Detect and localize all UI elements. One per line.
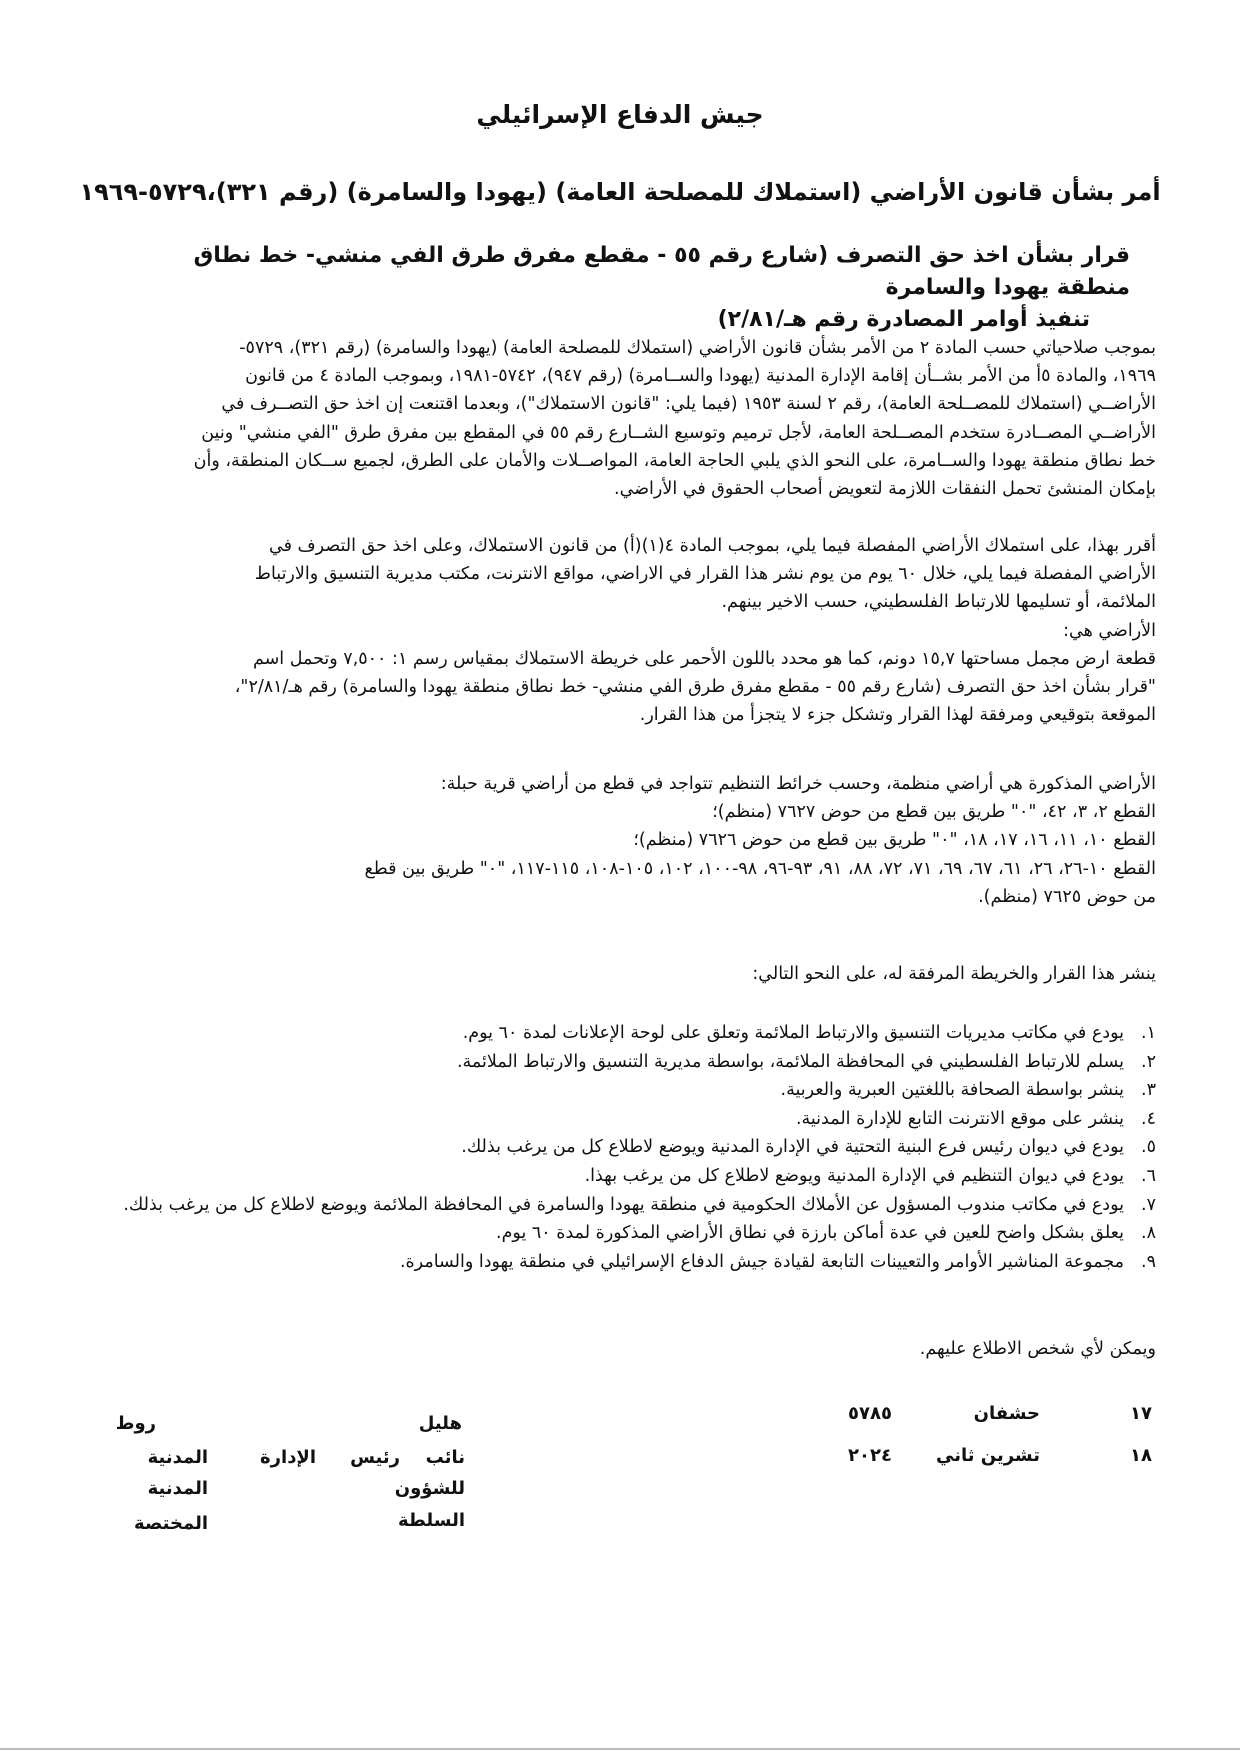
list-item-number: ٧. xyxy=(1141,1194,1156,1215)
list-item-number: ٦. xyxy=(1141,1165,1156,1186)
gregorian-month: تشرين ثاني xyxy=(936,1445,1040,1466)
signatory-title-word: المختصة xyxy=(134,1513,208,1534)
plot-line: الموقعة بتوقيعي ومرفقة لهذا القرار وتشكل جزء لا يتجزأ من هذا القرار. xyxy=(639,705,1156,726)
list-item xyxy=(110,1133,1156,1162)
decree-line: الملائمة، أو تسليمها للارتباط الفلسطيني، حسب الاخير بينهم. xyxy=(721,592,1156,613)
parcels-line: الأراضي المذكورة هي أراضي منظمة، وحسب خرائط التنظيم تتواجد في قطع من أراضي قرية حبلة: xyxy=(440,774,1156,794)
plot-line: قطعة ارض مجمل مساحتها ١٥,٧ دونم، كما هو محدد باللون الأحمر على خريطة الاستملاك بمقياس رسم ١: ٧,٥٠٠ وتحمل اسم xyxy=(253,648,1156,669)
list-item-number: ٨. xyxy=(1141,1223,1156,1244)
signatory-last-name: روط xyxy=(115,1413,156,1434)
list-item xyxy=(110,1105,1156,1134)
parcels-paragraph xyxy=(110,770,1156,911)
lands-label: الأراضي هي: xyxy=(1063,620,1156,641)
preamble-line: بإمكان المنشئ تحمل النفقات اللازمة لتعويض أصحاب الحقوق في الأراضي. xyxy=(614,479,1156,500)
list-item xyxy=(110,1248,1156,1277)
list-item-number: ٣. xyxy=(1141,1080,1156,1101)
decree-line: أقرر بهذا، على استملاك الأراضي المفصلة فيما يلي، بموجب المادة ٤(١)(أ) من قانون الاستملاك، وعلى اخذ حق التصرف في xyxy=(269,536,1156,556)
preamble-line: خط نطاق منطقة يهودا والســامرة، على النحو الذي يلبي الحاجة العامة، المواصــلات والأمان على الطرق، لجميع ســكان المنطقة، وأن xyxy=(193,450,1156,471)
page-bottom-edge xyxy=(0,1748,1240,1750)
list-item-text: يودع في ديوان رئيس فرع البنية التحتية في الإدارة المدنية ويوضع لاطلاع كل من يرغب بذلك. xyxy=(461,1137,1124,1158)
list-item-text: ينشر على موقع الانترنت التابع للإدارة المدنية. xyxy=(795,1108,1124,1129)
plot-line: "قرار بشأن اخذ حق التصرف (شارع رقم ٥٥ - مقطع مفرق طرق الفي منشي- خط نطاق منطقة يهودا والسامرة) رقم هـ/٢/٨١"، xyxy=(234,677,1156,698)
list-item-number: ١. xyxy=(1141,1023,1156,1043)
list-item-text: يودع في مكاتب مندوب المسؤول عن الأملاك الحكومية في منطقة يهودا والسامرة في المحافظة الملائمة ويوضع لاطلاع كل من يرغب بذلك. xyxy=(123,1194,1124,1215)
list-item-number: ٥. xyxy=(1141,1137,1156,1158)
list-item-text: يودع في ديوان التنظيم في الإدارة المدنية ويوضع لاطلاع كل من يرغب بهذا. xyxy=(584,1165,1124,1186)
publication-list xyxy=(110,1019,1156,1276)
signatory-first-name: هليل xyxy=(418,1413,462,1434)
preamble-paragraph xyxy=(110,334,1156,503)
decision-title xyxy=(140,240,1130,336)
list-item-text: مجموعة المناشير الأوامر والتعيينات التابعة لقيادة جيش الدفاع الإسرائيلي في منطقة يهودا والسامرة. xyxy=(399,1251,1124,1272)
gregorian-year: ٢٠٢٤ xyxy=(848,1445,892,1466)
parcels-line: القطع ١٠، ١١، ١٦، ١٧، ١٨، "٠" طريق بين قطع من حوض ٧٦٢٦ (منظم)؛ xyxy=(633,830,1156,851)
hebrew-day: ١٧ xyxy=(1130,1403,1152,1424)
list-item xyxy=(110,1019,1156,1048)
list-item-text: يودع في مكاتب مديريات التنسيق والارتباط الملائمة وتعلق على لوحة الإعلانات لمدة ٦٠ يوم. xyxy=(462,1023,1124,1043)
hebrew-month: حشفان xyxy=(973,1403,1040,1424)
hebrew-year: ٥٧٨٥ xyxy=(848,1403,892,1424)
parcels-line: القطع ٢، ٣، ٤٢، "٠" طريق بين قطع من حوض ٧٦٢٧ (منظم)؛ xyxy=(712,802,1156,823)
parcels-line: القطع ١٠-٢٦، ٢٦، ٦١، ٦٧، ٦٩، ٧١، ٧٢، ٨٨، ٩١، ٩٣-٩٦، ٩٨-١٠٠، ١٠٢، ١٠٥-١٠٨، ١١٥-١١٧، "٠" طريق بين قطع xyxy=(364,858,1156,879)
signatory-title-word: نائب xyxy=(425,1447,465,1468)
list-item-number: ٩. xyxy=(1141,1251,1156,1272)
signatory-title-word: رئيس xyxy=(350,1447,400,1468)
publication-intro: ينشر هذا القرار والخريطة المرفقة له، على النحو التالي: xyxy=(752,964,1156,984)
signatory-title-word: السلطة xyxy=(397,1510,465,1531)
decision-title-line1: قرار بشأن اخذ حق التصرف (شارع رقم ٥٥ - مقطع مفرق طرق الفي منشي- خط نطاق منطقة يهودا والسامرة xyxy=(193,243,1130,300)
list-item xyxy=(110,1219,1156,1248)
list-item-text: يسلم للارتباط الفلسطيني في المحافظة الملائمة، بواسطة مديرية التنسيق والارتباط الملائمة. xyxy=(456,1051,1124,1072)
signatory-title-word: الإدارة xyxy=(260,1447,316,1468)
signatory-title-word: المدنية xyxy=(147,1447,208,1468)
decree-line: الأراضي المفصلة فيما يلي، خلال ٦٠ يوم من يوم نشر هذا القرار في الاراضي، مواقع الانترنت، مكتب مديرية التنسيق والارتباط xyxy=(254,564,1156,585)
list-item-text: ينشر بواسطة الصحافة باللغتين العبرية والعربية. xyxy=(780,1080,1124,1101)
list-item xyxy=(110,1076,1156,1105)
organization-heading: جيش الدفاع الإسرائيلي xyxy=(476,100,764,129)
signatory-title-word: للشؤون xyxy=(394,1478,465,1499)
availability-note: ويمكن لأي شخص الاطلاع عليهم. xyxy=(919,1339,1156,1359)
preamble-line: الأراضــي المصــادرة ستخدم المصــلحة العامة، لأجل ترميم وتوسيع الشــارع رقم ٥٥ في المقطع بين مفرق طرق "الفي منشي" ونين xyxy=(201,422,1156,443)
gregorian-day: ١٨ xyxy=(1130,1445,1152,1466)
preamble-line: بموجب صلاحياتي حسب المادة ٢ من الأمر بشأن قانون الأراضي (استملاك للمصلحة العامة) (يهودا والسامرة) (رقم ٣٢١)، ٥٧٢٩- xyxy=(239,338,1156,358)
order-title: أمر بشأن قانون الأراضي (استملاك للمصلحة العامة) (يهودا والسامرة) (رقم ٣٢١)،٥٧٢٩-١٩٦٩ xyxy=(79,178,1161,206)
preamble-line: ١٩٦٩، والمادة ٥أ من الأمر بشــأن إقامة الإدارة المدنية (يهودا والســامرة) (رقم ٩٤٧)، ٥٧٤٢-١٩٨١، وبموجب المادة ٤ من قانون xyxy=(245,366,1156,387)
list-item-number: ٤. xyxy=(1141,1108,1156,1129)
parcels-line: من حوض ٧٦٢٥ (منظم). xyxy=(978,886,1156,907)
list-item-number: ٢. xyxy=(1141,1051,1156,1072)
list-item xyxy=(110,1191,1156,1220)
decree-paragraph xyxy=(110,532,1156,729)
list-item-text: يعلق بشكل واضح للعين في عدة أماكن بارزة في نطاق الأراضي المذكورة لمدة ٦٠ يوم. xyxy=(496,1223,1124,1244)
preamble-line: الأراضــي (استملاك للمصــلحة العامة)، رقم ٢ لسنة ١٩٥٣ (فيما يلي: "قانون الاستملاك")، وبعدما اقتنعت إن اخذ حق التصــرف في xyxy=(221,394,1156,415)
signatory-title-word: المدنية xyxy=(147,1478,208,1499)
decision-title-line2: تنفيذ أوامر المصادرة رقم هـ/٢/٨١) xyxy=(717,307,1090,332)
list-item xyxy=(110,1048,1156,1077)
list-item xyxy=(110,1162,1156,1191)
